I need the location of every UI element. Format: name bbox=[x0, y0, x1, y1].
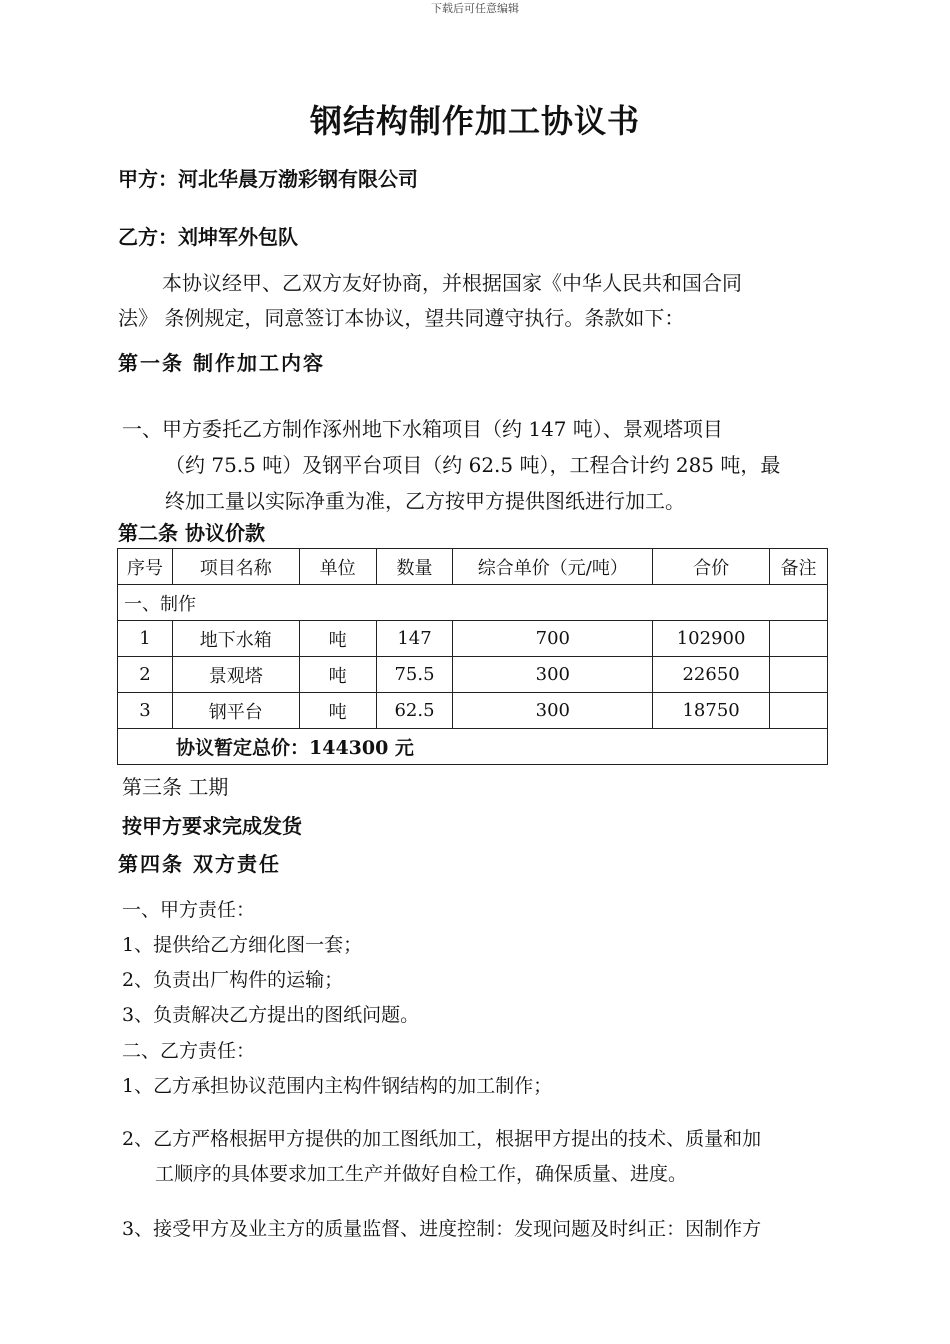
table-cell: 吨 bbox=[299, 657, 376, 693]
party-a: 甲方：河北华晨万渤彩钢有限公司 bbox=[118, 167, 418, 191]
header-note: 下载后可任意编辑 bbox=[431, 2, 519, 15]
table-row bbox=[118, 621, 828, 657]
header-cell: 数量 bbox=[376, 549, 453, 585]
article-1-line-3: 终加工量以实际净重为准，乙方按甲方提供图纸进行加工。 bbox=[165, 489, 685, 513]
party-b-duty-3-line-1: 3、接受甲方及业主方的质量监督、进度控制：发现问题及时纠正：因制作方 bbox=[122, 1218, 762, 1240]
intro-line-2: 法》 条例规定，同意签订本协议，望共同遵守执行。条款如下： bbox=[118, 306, 685, 330]
article-3-body: 按甲方要求完成发货 bbox=[122, 814, 302, 838]
table-cell: 3 bbox=[118, 693, 173, 729]
header-cell: 项目名称 bbox=[172, 549, 299, 585]
table-row bbox=[118, 693, 828, 729]
header-cell: 合价 bbox=[653, 549, 770, 585]
table-cell: 147 bbox=[376, 621, 453, 657]
table-cell: 吨 bbox=[299, 693, 376, 729]
article-1-line-1: 一、甲方委托乙方制作涿州地下水箱项目（约 147 吨）、景观塔项目 bbox=[122, 417, 723, 441]
table-cell: 75.5 bbox=[376, 657, 453, 693]
price-table bbox=[117, 548, 828, 765]
table-cell: 102900 bbox=[653, 621, 770, 657]
table-cell: 700 bbox=[453, 621, 653, 657]
header-cell: 综合单价（元/吨） bbox=[453, 549, 653, 585]
party-b-duty-2-line-2: 工顺序的具体要求加工生产并做好自检工作，确保质量、进度。 bbox=[155, 1163, 688, 1185]
table-cell: 钢平台 bbox=[172, 693, 299, 729]
table-cell: 1 bbox=[118, 621, 173, 657]
table-cell: 22650 bbox=[653, 657, 770, 693]
table-cell: 300 bbox=[453, 657, 653, 693]
party-a-duties-heading: 一、甲方责任： bbox=[122, 899, 256, 921]
table-cell: 吨 bbox=[299, 621, 376, 657]
header-cell: 备注 bbox=[770, 549, 828, 585]
table-section-row bbox=[118, 585, 828, 621]
header-cell: 单位 bbox=[299, 549, 376, 585]
article-4-heading: 第四条 双方责任 bbox=[118, 852, 281, 876]
article-2-heading: 第二条 协议价款 bbox=[118, 521, 265, 545]
table-cell bbox=[770, 693, 828, 729]
article-1-line-2: （约 75.5 吨）及钢平台项目（约 62.5 吨），工程合计约 285 吨，最 bbox=[165, 453, 781, 477]
party-a-duty-3: 3、负责解决乙方提出的图纸问题。 bbox=[122, 1004, 420, 1026]
table-header-row bbox=[118, 549, 828, 585]
total-cell: 协议暂定总价：144300 元 bbox=[118, 729, 828, 765]
table-cell: 62.5 bbox=[376, 693, 453, 729]
party-b-duties-heading: 二、乙方责任： bbox=[122, 1040, 256, 1062]
header-cell: 序号 bbox=[118, 549, 173, 585]
table-cell: 景观塔 bbox=[172, 657, 299, 693]
table-cell: 18750 bbox=[653, 693, 770, 729]
intro-line-1: 本协议经甲、乙双方友好协商，并根据国家《中华人民共和国合同 bbox=[162, 271, 742, 295]
party-a-duty-2: 2、负责出厂构件的运输； bbox=[122, 969, 344, 991]
table-cell: 2 bbox=[118, 657, 173, 693]
table-cell: 300 bbox=[453, 693, 653, 729]
party-b-duty-2-line-1: 2、乙方严格根据甲方提供的加工图纸加工，根据甲方提出的技术、质量和加 bbox=[122, 1128, 762, 1150]
section-cell: 一、制作 bbox=[118, 585, 828, 621]
article-3-heading: 第三条 工期 bbox=[122, 775, 229, 799]
party-b: 乙方：刘坤军外包队 bbox=[118, 225, 298, 249]
table-cell: 地下水箱 bbox=[172, 621, 299, 657]
party-b-duty-1: 1、乙方承担协议范围内主构件钢结构的加工制作； bbox=[122, 1075, 553, 1097]
table-cell bbox=[770, 621, 828, 657]
table-row bbox=[118, 657, 828, 693]
document-title: 钢结构制作加工协议书 bbox=[309, 102, 640, 140]
party-a-duty-1: 1、提供给乙方细化图一套； bbox=[122, 934, 363, 956]
table-total-row bbox=[118, 729, 828, 765]
table-cell bbox=[770, 657, 828, 693]
article-1-heading: 第一条 制作加工内容 bbox=[118, 351, 325, 375]
